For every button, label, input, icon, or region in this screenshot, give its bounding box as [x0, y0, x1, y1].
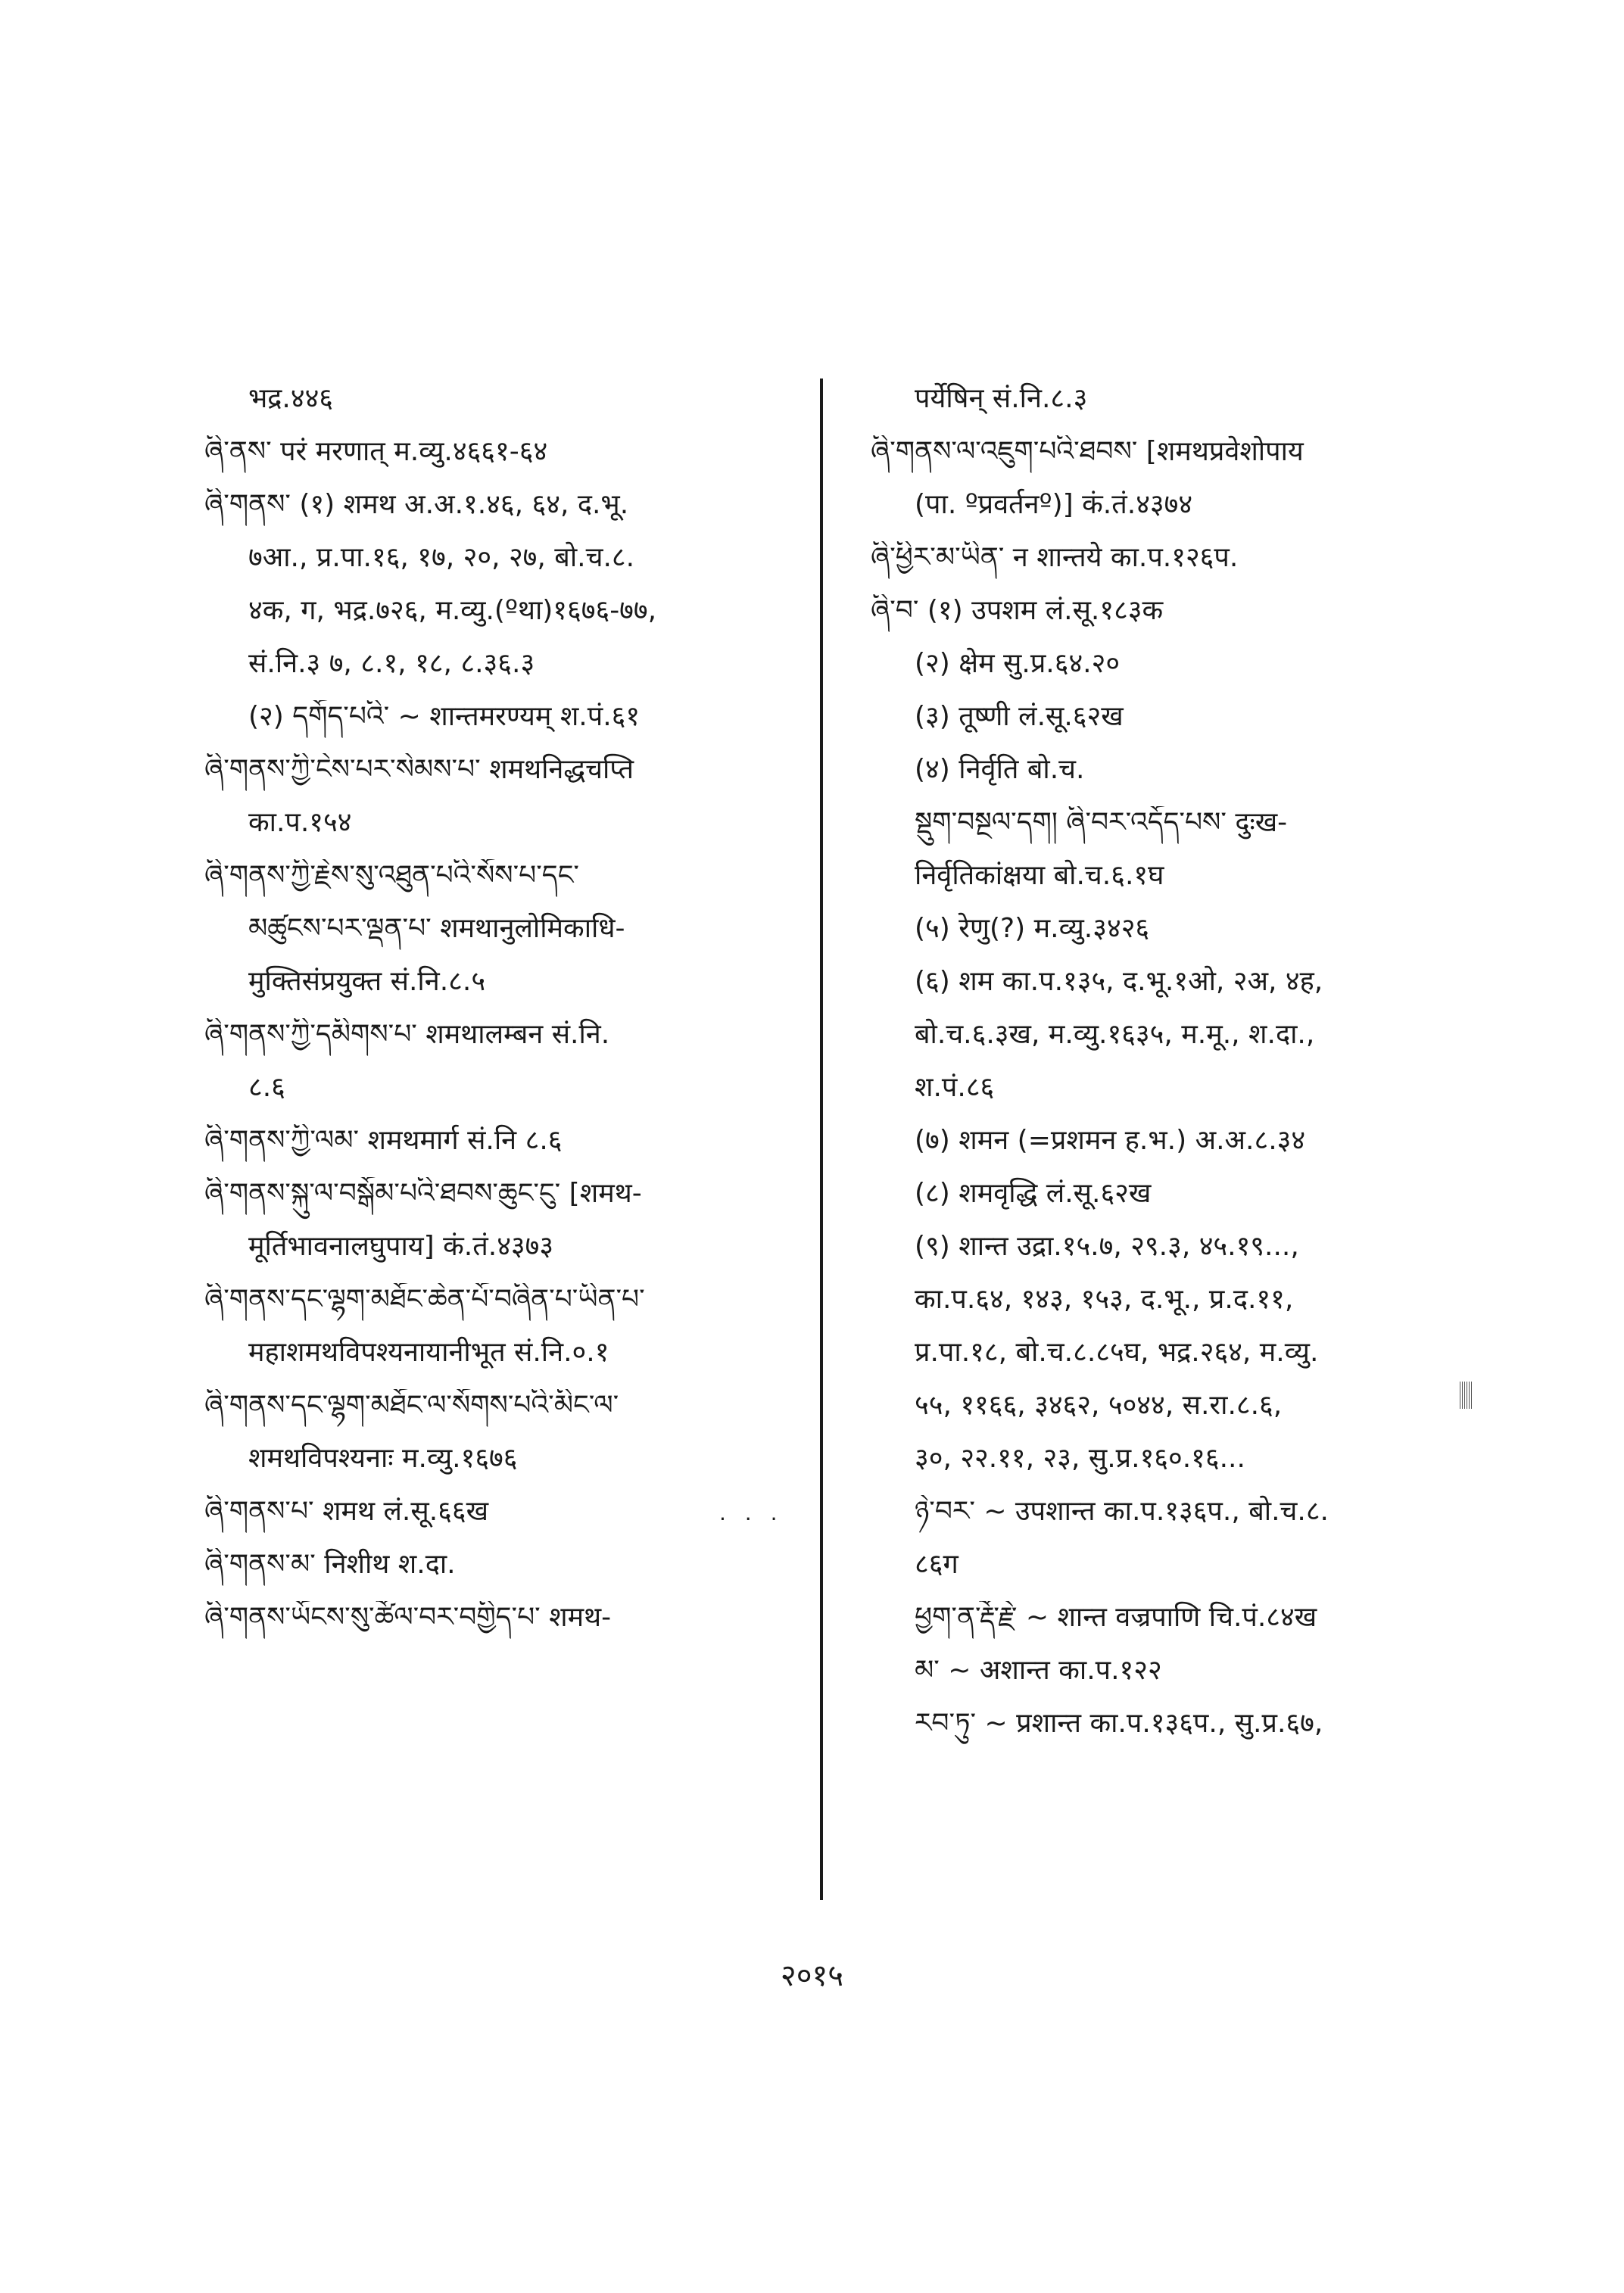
entry-line: ཞི་ནས་ परं मरणात् म.व्यु.४६६१-६४ — [204, 436, 548, 467]
entry-line: (९) शान्त उद्रा.१५.७, २९.३, ४५.१९..., — [915, 1231, 1299, 1262]
entry-line: (३) तूष्णी लं.सू.६२ख — [915, 701, 1124, 732]
entry-line: མ་ ~ अशान्त का.प.१२२ — [915, 1655, 1162, 1686]
column-divider — [820, 379, 823, 1900]
entry-line: ཞི་གནས་ (१) शमथ अ.अ.१.४६, ६४, द.भू. — [204, 489, 629, 520]
entry-line: ४क, ग, भद्र.७२६, म.व्यु.(ºथा)१६७६-७७, — [248, 595, 657, 626]
entry-line: निर्वृतिकांक्षया बो.च.६.१घ — [915, 860, 1164, 891]
entry-line: ३०, २२.११, २३, सु.प्र.१६०.१६... — [915, 1443, 1245, 1474]
entry-line: ८.६ — [248, 1072, 285, 1103]
entry-line: ཞི་གནས་ལ་འཇུག་པའི་ཐབས་ [शमथप्रवेशोपाय — [871, 436, 1304, 467]
entry-line: ཞི་གནས་ཀྱི་ལམ་ शमथमार्ग सं.नि ८.६ — [204, 1125, 563, 1156]
entry-line: (५) रेणु(?) म.व्यु.३४२६ — [915, 913, 1150, 944]
entry-line: महाशमथविपश्यनायानीभूत सं.नि.०.१ — [248, 1337, 609, 1368]
entry-line: ཉེ་བར་ ~ उपशान्त का.प.१३६प., बो.च.८. — [915, 1496, 1329, 1527]
entry-line: ५५, ११६६, ३४६२, ५०४४, स.रा.८.६, — [915, 1390, 1283, 1421]
entry-line: ཞི་གནས་དང་ལྷག་མཐོང་ལ་སོགས་པའི་མིང་ལ་ — [204, 1390, 619, 1421]
entry-line: श.पं.८६ — [915, 1072, 995, 1103]
entry-line: बो.च.६.३ख, म.व्यु.१६३५, म.मू., श.दा., — [915, 1019, 1315, 1050]
entry-line: (६) शम का.प.१३५, द.भू.१ओ, २अ, ४ह, — [915, 966, 1323, 997]
entry-line: ཕྱག་ན་རྡོ་རྗེ་ ~ शान्त वज्रपाणि चि.पं.८४ख — [915, 1602, 1317, 1633]
stray-marks: · · · — [719, 1506, 784, 1531]
right-column — [871, 382, 1469, 1760]
entry-line: ཞི་གནས་པ་ शमथ लं.सू.६६ख — [204, 1496, 489, 1527]
entry-line: मूर्तिभावनालघुपाय] कं.तं.४३७३ — [248, 1231, 554, 1262]
entry-line: भद्र.४४६ — [248, 383, 334, 414]
entry-line: ཞི་ཕྱིར་མ་ཡིན་ न शान्तये का.प.१२६प. — [871, 542, 1239, 573]
entry-line: ཞི་གནས་ཀྱི་ངེས་པར་སེམས་པ་ शमथनिद्धचप्ति — [204, 754, 634, 785]
entry-line: सं.नि.३ ७, ८.१, १८, ८.३६.३ — [248, 648, 535, 679]
entry-line: ८६ग — [915, 1549, 959, 1580]
entry-line: ཞི་གནས་དང་ལྷག་མཐོང་ཆེན་པོ་བཞིན་པ་ཡིན་པ་ — [204, 1284, 645, 1315]
page-number: २०१५ — [780, 1958, 844, 1993]
entry-line: मुक्तिसंप्रयुक्त सं.नि.८.५ — [248, 966, 486, 997]
entry-line: (७) शमन (=प्रशमन ह.भ.) अ.अ.८.३४ — [915, 1125, 1306, 1156]
entry-line: ७आ., प्र.पा.१६, १७, २०, २७, बो.च.८. — [248, 542, 635, 573]
entry-line: शमथविपश्यनाः म.व्यु.१६७६ — [248, 1443, 518, 1474]
margin-tick-mark — [1460, 1382, 1472, 1409]
entry-line: ཞི་གནས་མ་ निशीथ श.दा. — [204, 1549, 456, 1580]
entry-line: ཞི་གནས་སྐུ་ལ་བསྒོམ་པའི་ཐབས་ཆུང་ངུ་ [शमथ- — [204, 1178, 642, 1209]
entry-line: ཞི་གནས་ཀྱི་རྗེས་སུ་འཐུན་པའི་སོས་པ་དང་ — [204, 860, 579, 891]
entry-line: (२) དགོད་པའི་ ~ शान्तमरण्यम् श.पं.६१ — [248, 701, 641, 732]
entry-line: (२) क्षेम सु.प्र.६४.२० — [915, 648, 1121, 679]
entry-line: མཚུངས་པར་ལྡན་པ་ शमथानुलोमिकाधि- — [248, 913, 625, 944]
left-column — [204, 382, 818, 1654]
entry-line: पर्येषिन् सं.नि.८.३ — [915, 383, 1088, 414]
entry-line: का.प.१५४ — [248, 807, 352, 838]
entry-line: རབ་ཏུ་ ~ प्रशान्त का.प.१३६प., सु.प्र.६७, — [915, 1708, 1323, 1739]
entry-line: སྡུག་བསྔལ་དག། ཞི་བར་འདོད་པས་ दुःख- — [915, 807, 1288, 838]
entry-line: ཞི་གནས་ཡོངས་སུ་ཚོལ་བར་བགྱིད་པ་ शमथ- — [204, 1602, 612, 1633]
entry-line: (४) निर्वृति बो.च. — [915, 754, 1085, 785]
entry-line: का.प.६४, १४३, १५३, द.भू., प्र.द.११, — [915, 1284, 1294, 1315]
entry-line: ཞི་གནས་ཀྱི་དམིགས་པ་ शमथालम्बन सं.नि. — [204, 1019, 610, 1050]
entry-line: (८) शमवृद्धि लं.सू.६२ख — [915, 1178, 1152, 1209]
entry-line: प्र.पा.१८, बो.च.८.८५घ, भद्र.२६४, म.व्यु. — [915, 1337, 1319, 1368]
entry-line: ཞི་བ་ (१) उपशम लं.सू.१८३क — [871, 595, 1164, 626]
entry-line: (पा. ºप्रवर्तनº)] कं.तं.४३७४ — [915, 489, 1193, 520]
